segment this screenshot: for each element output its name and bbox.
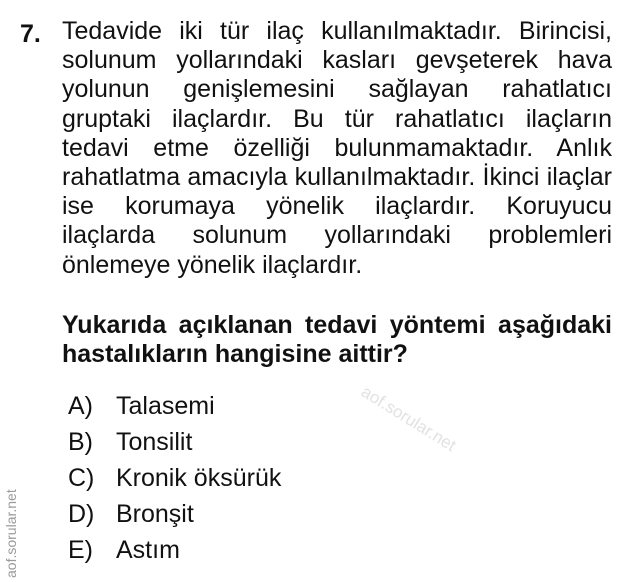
question-stem: Tedavide iki tür ilaç kullanılmaktadır. Birincisi, solunum yollarındaki kasları gevşeterek hava yolunun genişlemesini sağlayan rahatlatıcı gruptaki ilaçlardır. Bu tür rahatlatıcı ilaçların tedavi etme özelliği bulunmamaktadır. Anlık rahatlatma amacıyla kullanılmaktadır. İkinci ilaçlar ise korumaya yönelik ilaçlardır. Koruyucu ilaçlarda solunum yollarındaki problemleri önlemeye yönelik ilaçlardır. [62,17,612,279]
option-text: Tonsilit [116,427,193,456]
option-text: Talasemi [116,391,215,420]
option-a[interactable] [68,388,281,424]
option-c[interactable] [68,460,281,496]
option-text: Kronik öksürük [116,463,282,492]
option-text: Bronşit [116,499,194,528]
answer-options [68,388,281,568]
option-e[interactable] [68,532,281,568]
option-letter: D) [68,499,95,528]
option-letter: B) [68,427,93,456]
question-number: 7. [20,20,41,48]
option-d[interactable] [68,496,281,532]
option-letter: E) [68,535,93,564]
question-prompt: Yukarıda açıklanan tedavi yöntemi aşağıdaki hastalıkların hangisine aittir? [62,311,612,368]
side-watermark: aof.sorular.net [3,489,19,578]
option-letter: A) [68,391,93,420]
option-letter: C) [68,463,95,492]
diagonal-watermark: aof.sorular.net [357,382,460,456]
option-b[interactable] [68,424,281,460]
option-text: Astım [116,535,180,564]
